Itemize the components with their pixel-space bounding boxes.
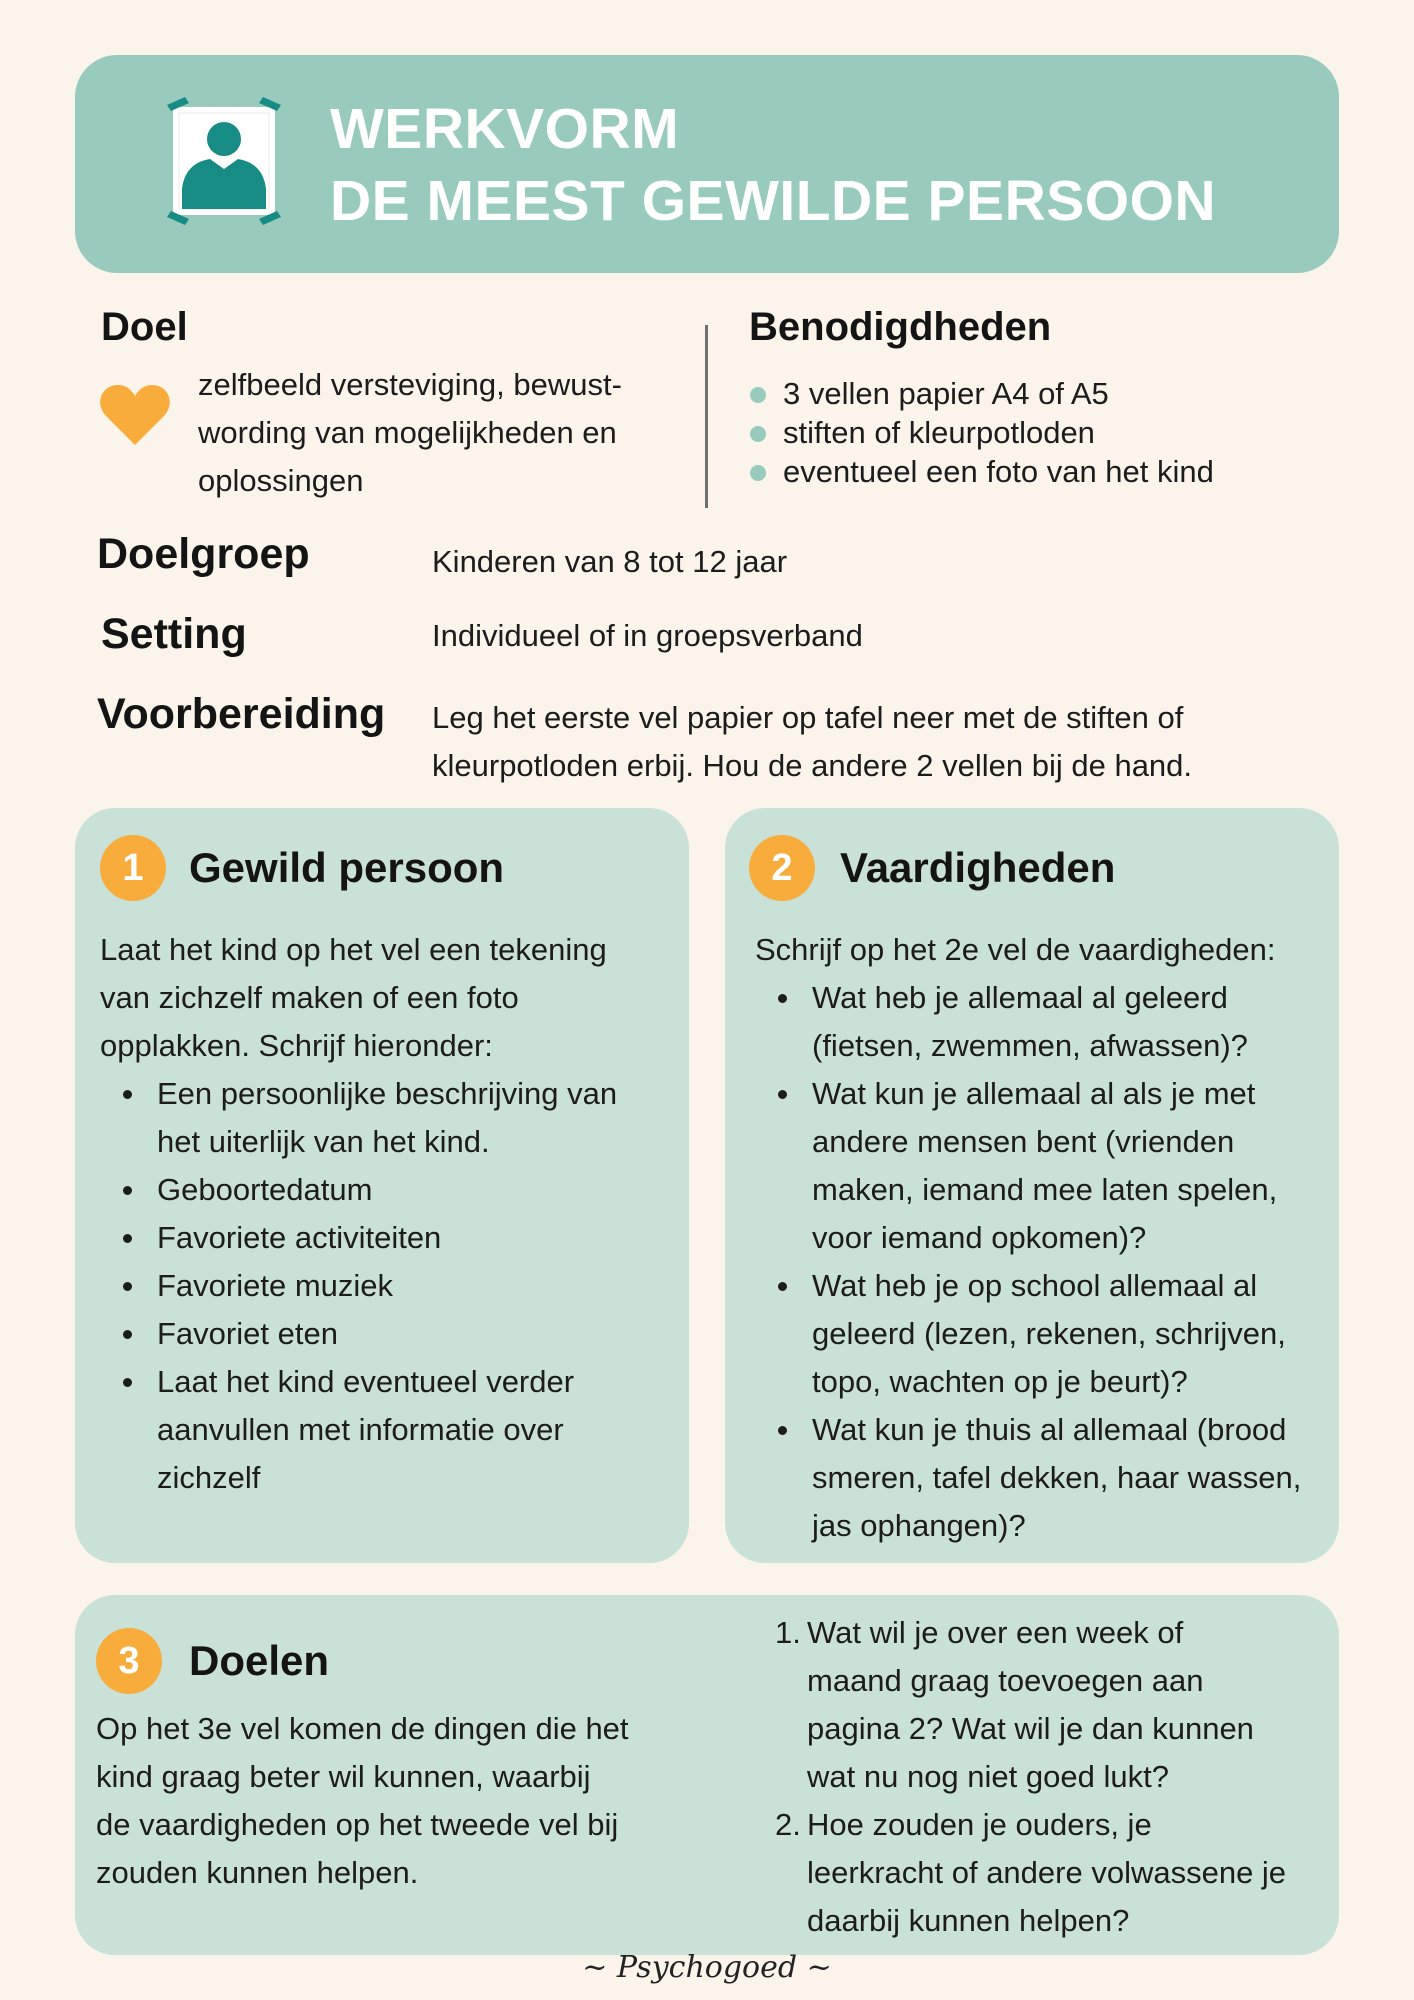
item-line: smeren, tafel dekken, haar wassen, (812, 1460, 1302, 1495)
step3-title: Doelen (189, 1637, 330, 1684)
intro-line: zouden kunnen helpen. (96, 1855, 419, 1890)
intro-line: kind graag beter wil kunnen, waarbij (96, 1759, 591, 1794)
setting-label: Setting (101, 610, 247, 658)
list-item (100, 1166, 680, 1214)
list-item (755, 1070, 1335, 1262)
portrait-photo-icon (165, 97, 283, 225)
voorbereiding-line: Leg het eerste vel papier op tafel neer met de stiften of (432, 700, 1184, 735)
item-line: (fietsen, zwemmen, afwassen)? (812, 1028, 1248, 1063)
step1-title: Gewild persoon (189, 844, 505, 891)
item-line: Favoriete muziek (157, 1268, 394, 1303)
doelgroep-value: Kinderen van 8 tot 12 jaar (432, 544, 788, 579)
list-item (100, 1262, 680, 1310)
voorbereiding-text (432, 694, 1192, 790)
question-line: pagina 2? Wat wil je dan kunnen (807, 1711, 1254, 1746)
item-line: Wat heb je allemaal al geleerd (812, 980, 1228, 1015)
doel-text (198, 361, 622, 505)
list-item (100, 1214, 680, 1262)
item-line: topo, wachten op je beurt)? (812, 1364, 1188, 1399)
step2-intro (755, 926, 1275, 974)
page-title (330, 93, 1216, 237)
item-line: Favoriete activiteiten (157, 1220, 442, 1255)
title-line-2: DE MEEST GEWILDE PERSOON (330, 169, 1217, 233)
step1-card (75, 808, 689, 1563)
item-line: Wat kun je allemaal al als je met (812, 1076, 1256, 1111)
heart-icon (100, 383, 170, 447)
item-line: Een persoonlijke beschrijving van (157, 1076, 618, 1111)
step2-card (725, 808, 1339, 1563)
list-item (755, 1406, 1335, 1550)
item-line: zichzelf (157, 1460, 261, 1495)
intro-line: Laat het kind op het vel een tekening (100, 932, 607, 967)
step3-intro (96, 1705, 629, 1897)
setting-value: Individueel of in groepsverband (432, 618, 863, 653)
list-item: stiften of kleurpotloden (750, 413, 1214, 452)
item-line: jas ophangen)? (812, 1508, 1026, 1543)
item-line: Wat heb je op school allemaal al (812, 1268, 1258, 1303)
question-line: wat nu nog niet goed lukt? (807, 1759, 1169, 1794)
doel-line: wording van mogelijkheden en (198, 415, 617, 450)
question-item (775, 1801, 1335, 1945)
question-line: leerkracht of andere volwassene je (807, 1855, 1287, 1890)
doelgroep-label: Doelgroep (97, 530, 310, 578)
step3-number-badge: 3 (96, 1628, 162, 1694)
list-item (755, 974, 1335, 1070)
item-line: andere mensen bent (vrienden (812, 1124, 1235, 1159)
item-line: Laat het kind eventueel verder (157, 1364, 575, 1399)
intro-line: van zichzelf maken of een foto (100, 980, 519, 1015)
benodigdheden-list (750, 374, 1214, 491)
benodigdheden-label: Benodigdheden (749, 305, 1052, 349)
step1-number-badge: 1 (100, 835, 166, 901)
step3-card (75, 1595, 1339, 1955)
item-line: Favoriet eten (157, 1316, 338, 1351)
item-line: het uiterlijk van het kind. (157, 1124, 490, 1159)
intro-line: Schrijf op het 2e vel de vaardigheden: (755, 932, 1276, 967)
question-line: Hoe zouden je ouders, je (807, 1807, 1152, 1842)
step2-title: Vaardigheden (840, 844, 1116, 891)
intro-line: Op het 3e vel komen de dingen die het (96, 1711, 629, 1746)
doel-line: oplossingen (198, 463, 364, 498)
title-line-1: WERKVORM (330, 97, 680, 161)
question-line: Wat wil je over een week of (807, 1615, 1184, 1650)
question-number: 1. (775, 1615, 801, 1650)
item-line: voor iemand opkomen)? (812, 1220, 1147, 1255)
intro-line: de vaardigheden op het tweede vel bij (96, 1807, 619, 1842)
question-line: maand graag toevoegen aan (807, 1663, 1204, 1698)
list-item (100, 1358, 680, 1502)
column-divider (705, 325, 708, 508)
doel-line: zelfbeeld versteviging, bewust- (198, 367, 622, 402)
step2-list (755, 974, 1335, 1550)
step2-number-badge: 2 (749, 835, 815, 901)
list-item (100, 1310, 680, 1358)
question-item (775, 1609, 1335, 1801)
item-line: geleerd (lezen, rekenen, schrijven, (812, 1316, 1286, 1351)
item-line: maken, iemand mee laten spelen, (812, 1172, 1278, 1207)
list-item: eventueel een foto van het kind (750, 452, 1214, 491)
footer-brand: ~ Psychogoed ~ (582, 1950, 832, 1985)
list-item: 3 vellen papier A4 of A5 (750, 374, 1214, 413)
question-number: 2. (775, 1807, 801, 1842)
list-item (100, 1070, 680, 1166)
list-item (755, 1262, 1335, 1406)
step3-questions (775, 1609, 1335, 1945)
voorbereiding-label: Voorbereiding (97, 690, 386, 738)
voorbereiding-line: kleurpotloden erbij. Hou de andere 2 vellen bij de hand. (432, 748, 1193, 783)
doel-label: Doel (101, 305, 188, 349)
item-line: aanvullen met informatie over (157, 1412, 564, 1447)
step1-intro (100, 926, 607, 1070)
item-line: Geboortedatum (157, 1172, 373, 1207)
question-line: daarbij kunnen helpen? (807, 1903, 1130, 1938)
item-line: Wat kun je thuis al allemaal (brood (812, 1412, 1287, 1447)
step1-list (100, 1070, 680, 1502)
intro-line: opplakken. Schrijf hieronder: (100, 1028, 493, 1063)
header-banner (75, 55, 1339, 273)
